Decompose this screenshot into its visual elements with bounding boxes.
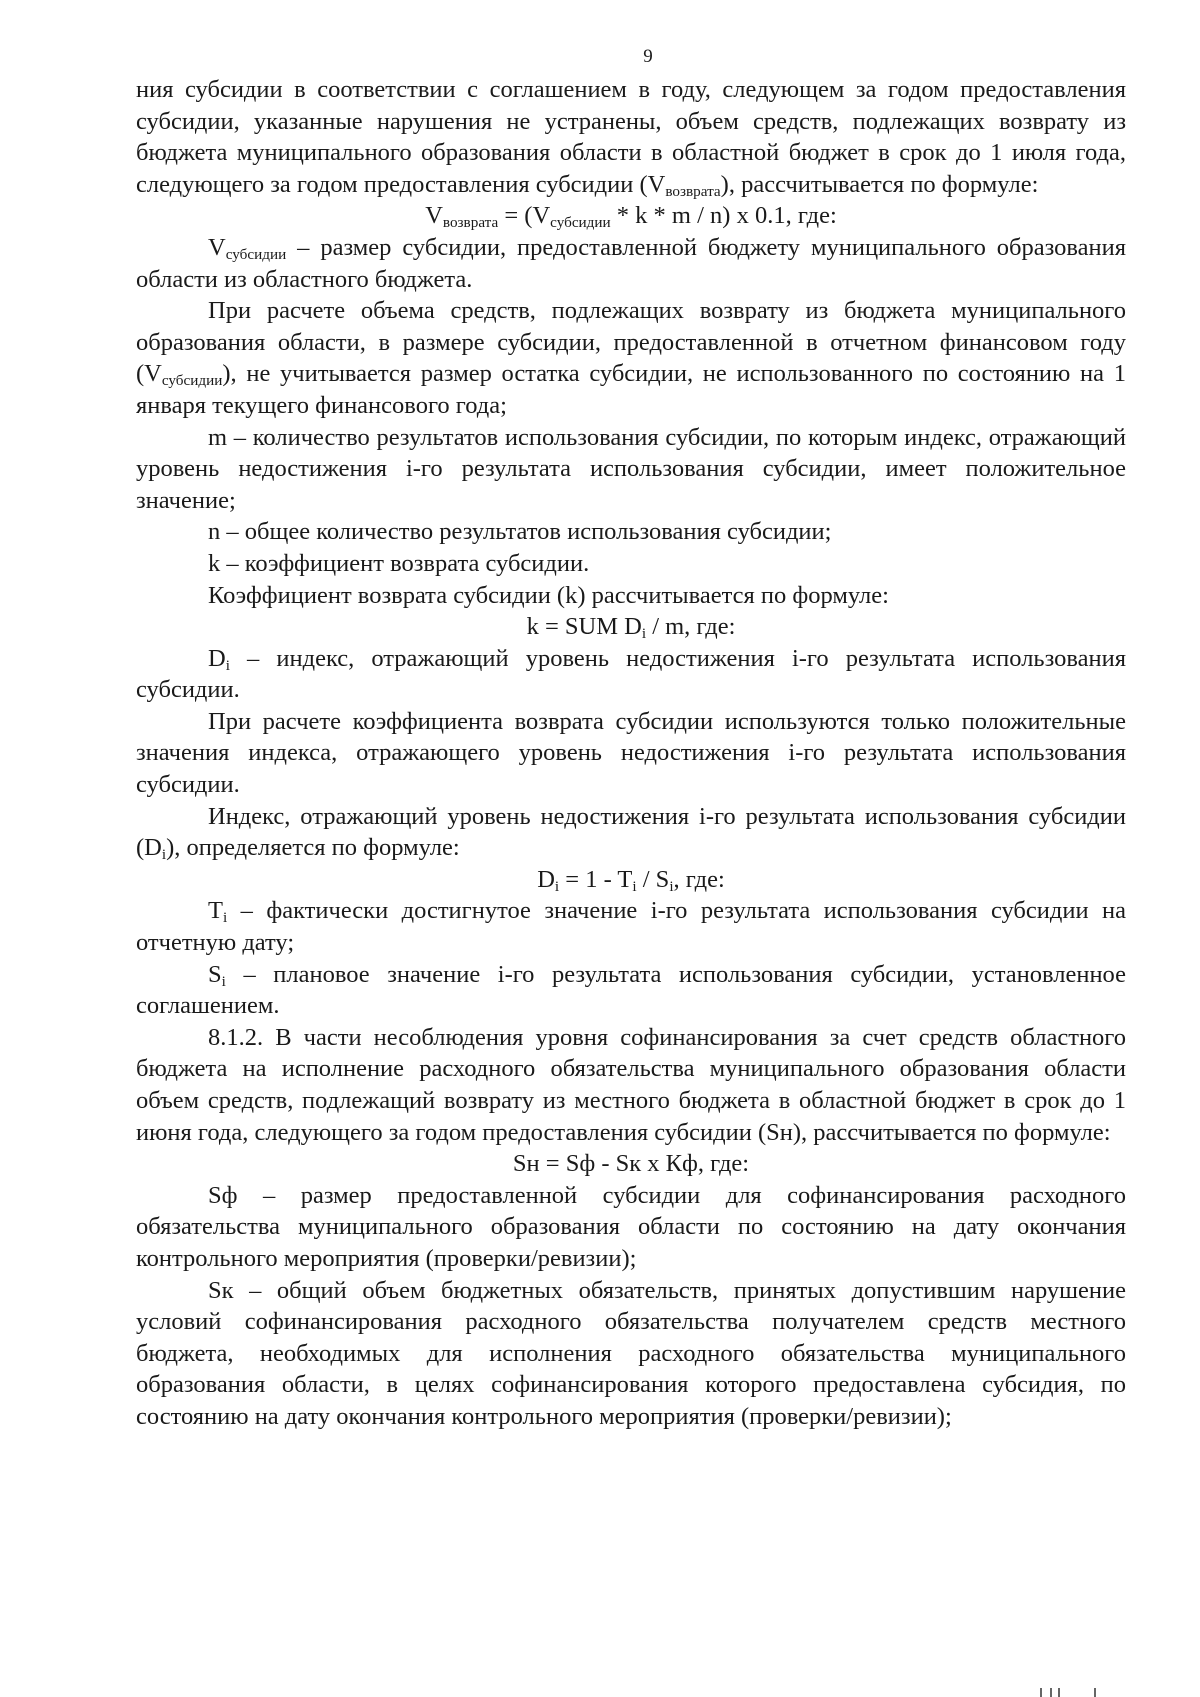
formula-v-vozvrata — [136, 200, 1126, 232]
text-run: ), не учитывается размер остатка субсидии, не использованного по состоянию на 1 января текущего финансового года; — [136, 360, 1126, 419]
formula-di — [136, 864, 1126, 896]
text-run: V — [208, 233, 226, 261]
subscript: i — [554, 877, 560, 895]
text-run: – индекс, отражающий уровень недостижения i-го результата использования субсидии. — [136, 644, 1126, 704]
formula-part: / S — [636, 865, 670, 893]
paragraph: k – коэффициент возврата субсидии. — [208, 549, 590, 577]
text-run: ), определяется по формуле: — [166, 834, 460, 862]
formula-part: = (V — [498, 202, 551, 230]
text-run: – размер субсидии, предоставленной бюджету муниципального образования области из областного бюджета. — [136, 233, 1126, 293]
text-run: D — [208, 644, 226, 672]
subscript: i — [225, 656, 230, 674]
paragraph: Sф – размер предоставленной субсидии для софинансирования расходного обязательства муниципального образования области по состоянию на дату окончания контрольного мероприятия (проверки/ревизии); — [136, 1181, 1126, 1272]
paragraph — [136, 959, 1126, 1022]
subscript: субсидии — [225, 245, 287, 263]
paragraph: n – общее количество результатов использования субсидии; — [208, 518, 832, 546]
formula-part: V — [425, 202, 443, 230]
page-number: 9 — [643, 46, 653, 67]
text-run: – плановое значение i-го результата использования субсидии, установленное соглашением. — [136, 960, 1126, 1020]
text-run: ), рассчитывается по формуле: — [720, 170, 1039, 198]
subscript: субсидии — [161, 372, 223, 390]
paragraph: Sк – общий объем бюджетных обязательств, принятых допустившим нарушение условий софинансирования расходного обязательства получателем средств местного бюджета, необходимых для исполнения расходного обязательства муниципального образования области, в целях софинансирования которого предоставлена субсидия, по состоянию на дату окончания контрольного мероприятия (проверки/ревизии); — [136, 1276, 1126, 1430]
text-run: ния субсидии в соответствии с соглашением в году, следующем за годом предоставления субсидии, указанные нарушения не устранены, объем средств, подлежащих возврату из бюджета муниципального образования области в областной бюджет в срок до 1 июля года, следующего за годом предоставления субсидии (V — [136, 76, 1126, 198]
paragraph — [136, 232, 1126, 295]
formula-part: k = SUM D — [526, 613, 642, 641]
paragraph: 8.1.2. В части несоблюдения уровня софинансирования за счет средств областного бюджета на исполнение расходного обязательства муниципального образования области объем средств, подлежащий возврату из местного бюджета в областной бюджет в срок до 1 июня года, следующего за годом предоставления субсидии (Sн), рассчитывается по формуле: — [136, 1023, 1126, 1146]
subscript: возврата — [665, 182, 721, 200]
document-body — [136, 74, 1126, 1433]
text-run: T — [208, 897, 223, 925]
text-run: S — [208, 960, 222, 988]
text-run: Индекс, отражающий уровень недостижения i-го результата использования субсидии (D — [136, 802, 1126, 862]
paragraph: Коэффициент возврата субсидии (k) рассчитывается по формуле: — [208, 581, 889, 609]
paragraph — [136, 643, 1126, 706]
subscript: i — [669, 877, 674, 895]
paragraph — [136, 895, 1126, 958]
paragraph: При расчете коэффициента возврата субсидии используются только положительные значения индекса, отражающего уровень недостижения i-го результата использования субсидии. — [136, 707, 1126, 799]
text-run: – фактически достигнутое значение i-го результата использования субсидии на отчетную дату; — [136, 897, 1126, 957]
formula-part: * k * m / n) x 0.1, где: — [610, 202, 837, 230]
paragraph — [136, 801, 1126, 864]
formula-part: , где: — [673, 865, 725, 893]
subscript: субсидии — [550, 214, 611, 232]
formula-part: D — [537, 865, 555, 893]
subscript: i — [632, 877, 637, 895]
text-run: При расчете объема средств, подлежащих возврату из бюджета муниципального образования области, в размере субсидии, предоставленной в отчетном финансовом году (V — [136, 297, 1126, 388]
formula-part: = 1 - T — [559, 865, 633, 893]
paragraph: m – количество результатов использования субсидии, по которым индекс, отражающий уровень недостижения i-го результата использования субсидии, имеет положительное значение; — [136, 423, 1126, 514]
paragraph — [136, 74, 1126, 200]
paragraph — [136, 295, 1126, 421]
formula-k — [136, 611, 1126, 643]
formula-sn: Sн = Sф - Sк x Кф, где: — [512, 1150, 750, 1178]
subscript: i — [161, 846, 167, 864]
subscript: возврата — [442, 214, 499, 232]
subscript: i — [221, 972, 226, 990]
formula-part: / m, где: — [646, 613, 736, 641]
subscript: i — [641, 624, 647, 642]
subscript: i — [222, 909, 228, 927]
scan-edge-marks — [1040, 1687, 1100, 1697]
